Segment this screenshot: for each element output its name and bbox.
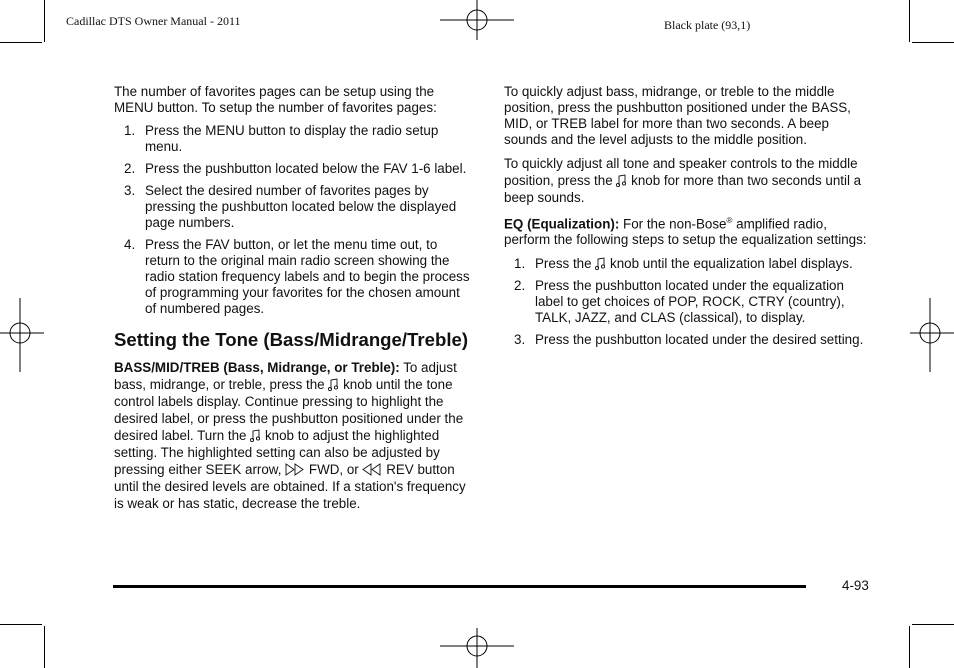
crop-mark-icon xyxy=(44,0,45,42)
intro-paragraph: The number of favorites pages can be setup using the MENU button. To setup the number of favorites pages: xyxy=(114,84,437,115)
tone-paragraph: BASS/MID/TREB (Bass, Midrange, or Treble): To adjust bass, midrange, or treble, press the knob until the tone control labels display. Continue pressing to highlight the desired label, or press the pushbutton positioned under the desired label. Turn the knob to adjust the highlighted setting. The highlighted setting can also be adjusted by pressing either SEEK arrow, FWD, or REV button until the desired levels are obtained. If a station's frequency is weak or has static, decrease the treble. xyxy=(114,360,466,511)
list-item: 1. Press the knob until the equalization label displays. xyxy=(514,256,853,272)
crop-mark-icon xyxy=(44,626,45,668)
all-tone-paragraph: To quickly adjust all tone and speaker controls to the middle position, press the knob for more than two seconds until a beep sounds. xyxy=(504,156,862,205)
eq-paragraph: EQ (Equalization): For the non-Bose® amplified radio, perform the following steps to setup the equalization settings: xyxy=(504,216,867,248)
crop-mark-icon xyxy=(909,0,910,42)
header-title: Cadillac DTS Owner Manual - 2011 xyxy=(66,14,241,28)
music-note-icon xyxy=(595,257,606,270)
list-item: 2. Press the pushbutton located below the FAV 1-6 label. xyxy=(124,161,467,176)
eq-label: EQ (Equalization): xyxy=(504,216,620,232)
list-item: 3. Press the pushbutton located under the desired setting. xyxy=(514,332,864,348)
middle-position-paragraph: To quickly adjust bass, midrange, or treble to the middle position, press the pushbutton positioned under the BASS, MID, or TREB label for more than two seconds. A beep sounds and the level adjusts to the middle position. xyxy=(504,84,851,147)
registration-target-icon xyxy=(0,298,44,372)
crop-mark-icon xyxy=(0,42,42,43)
left-column xyxy=(114,84,474,519)
music-note-icon xyxy=(616,174,627,187)
list-item: 3. Select the desired number of favorites pages by pressing the pushbutton located below the displayed page numbers. xyxy=(124,183,457,230)
crop-mark-icon xyxy=(0,624,42,625)
registration-target-icon xyxy=(440,0,514,44)
eq-steps xyxy=(504,255,870,348)
seek-reverse-icon xyxy=(362,463,382,476)
crop-mark-icon xyxy=(912,624,954,625)
section-heading: Setting the Tone (Bass/Midrange/Treble) xyxy=(114,329,469,350)
registration-target-icon xyxy=(440,624,514,668)
tone-label: BASS/MID/TREB (Bass, Midrange, or Treble): xyxy=(114,360,400,375)
crop-mark-icon xyxy=(909,626,910,668)
right-column xyxy=(504,84,870,354)
crop-mark-icon xyxy=(912,42,954,43)
list-item: 2. Press the pushbutton located under the equalization label to get choices of POP, ROCK, CTRY (country), TALK, JAZZ, and CLAS (classical), to display. xyxy=(514,278,845,326)
list-item: 1. Press the MENU button to display the radio setup menu. xyxy=(124,123,439,154)
header-plate: Black plate (93,1) xyxy=(664,18,751,32)
footer-rule xyxy=(113,585,806,588)
list-item: 4. Press the FAV button, or let the menu time out, to return to the original main radio screen showing the radio station frequency labels and to begin the process of programming your favorites for the chosen amount of numbered pages. xyxy=(124,237,470,316)
page-number: 4-93 xyxy=(842,578,869,593)
registration-target-icon xyxy=(910,298,954,372)
seek-forward-icon xyxy=(285,463,305,476)
music-note-icon xyxy=(250,429,261,442)
music-note-icon xyxy=(328,378,339,391)
favorites-steps xyxy=(114,123,474,317)
